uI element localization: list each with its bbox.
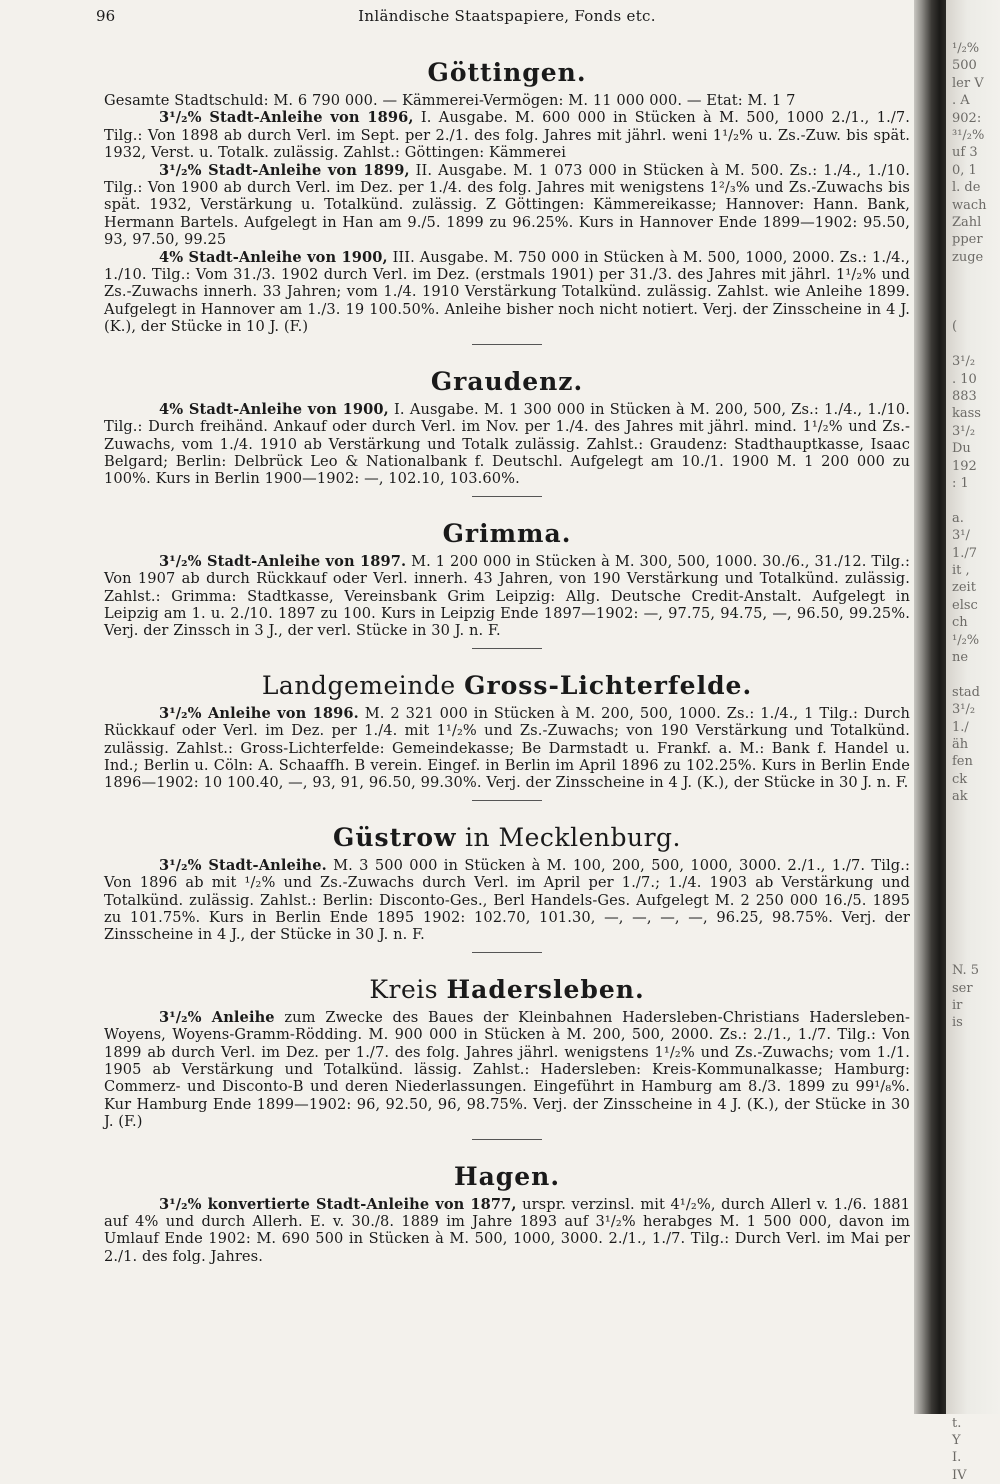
loan-details: zum Zwecke des Baues der Kleinbahnen Hadersleben-Christians Hadersleben-Woyens, Woyens-Gramm-Rödding. M. 900 000 in Stücken à M. 200, 500, 2000. Zs.: 2./1., 1./7. Tilg.: Von 1899 ab durch Verl. im Dez. per 1./7. des folg. Jahres jährl. wenigstens 1¹/₂% und Zs.-Zuwachs; vom 1./1. 1905 ab Verstärkung und Totalkünd. lässig. Zahlst.: Hadersleben: Kreis-Kommunalkasse; Hamburg: Commerz- und Disconto-B und deren Niederlassungen. Eingeführt in Hamburg am 8./3. 1899 zu 99¹/₈%. Kur Hamburg Ende 1899—1902: 96, 92.50, 96, 98.75%. Verj. der Zinsscheine in 4 J. (K.), der Stücke in 30 J. (F.) — [104, 1008, 910, 1131]
loan-title: 4% Stadt-Anleihe von 1900, — [159, 248, 388, 266]
facing-page-fragment: uf 3 — [952, 145, 978, 161]
facing-page-fragment: a. — [952, 510, 964, 526]
facing-page-fragment: l. de — [952, 180, 981, 196]
facing-page-fragment: IV — [952, 1467, 967, 1483]
summary-line: Gesamte Stadtschuld: M. 6 790 000. — Kämmerei-Vermögen: M. 11 000 000. — Etat: M. 1 7 — [104, 92, 796, 109]
facing-page-fragment: ch — [952, 615, 968, 631]
loan-title: 3¹/₂% Anleihe von 1896. — [159, 704, 359, 722]
loan-details: I. Ausgabe. M. 600 000 in Stücken à M. 500, 1000 2./1., 1./7. Tilg.: Von 1898 ab durch Verl. im Sept. per 2./1. des folg. Jahres mit jährl. weni 1¹/₂% u. Zs.-Zuw. bis spät. 1932, Verst. u. Totalk. zulässig. Zahlst.: Göttingen: Kämmerei — [104, 109, 910, 162]
facing-page-fragment: I. — [952, 1450, 962, 1466]
loan-entry — [104, 857, 910, 944]
facing-page-fragment: ck — [952, 771, 968, 787]
facing-page-fragment: ne — [952, 650, 969, 665]
facing-page-fragment: zuge — [952, 249, 984, 265]
section-heading — [104, 367, 910, 397]
facing-page-fragment: kass — [952, 406, 981, 422]
facing-page-fragment: ser — [952, 980, 973, 996]
section-heading — [104, 519, 910, 549]
facing-page-fragments — [952, 40, 1000, 1483]
section-heading — [104, 975, 910, 1005]
loan-details: M. 2 321 000 in Stücken à M. 200, 500, 1000. Zs.: 1./4., 1 Tilg.: Durch Rückkauf oder Verl. im Dez. per 1./4. mit 1¹/₂% und Zs.-Zuwachs; von 190 Verstärkung und Totalkünd. zulässig. Zahlst.: Gross-Lichterfelde: Gemeindekasse; Be Darmstadt u. Frankf. a. M.: Bank f. Handel u. Ind.; Berlin u. Cöln: A. Schaaffh. B verein. Eingef. in Berlin im April 1896 zu 102.25%. Kurs in Berlin Ende 1896—1902: 10 100.40, —, 93, 91, 96.50, 99.30%. Verj. der Zinsscheine in 4 J. (K.), der Stücke in 30 J. n. F. — [104, 704, 910, 792]
facing-page-fragment: 3¹/₂ — [952, 354, 976, 370]
facing-page-fragment: 192 — [952, 458, 977, 474]
facing-page-fragment: N. 5 — [952, 963, 980, 979]
facing-page-fragment: ler V — [952, 75, 984, 91]
book-gutter-shadow — [914, 0, 946, 1414]
facing-page-fragment: 0, 1 — [952, 162, 977, 178]
facing-page-fragment: Zahl — [952, 215, 982, 230]
facing-page-fragment: Y — [952, 1433, 961, 1448]
loan-title: 3¹/₂% Stadt-Anleihe. — [159, 856, 327, 874]
section-heading-suffix: in Mecklenburg. — [456, 822, 681, 852]
facing-page-fragment: fen — [952, 754, 973, 770]
section-divider — [472, 952, 542, 953]
section-city-name: Hagen. — [453, 1161, 561, 1191]
facing-page-fragment: . 10 — [952, 371, 977, 387]
facing-page-fragment: wach — [952, 197, 987, 213]
loan-entry — [104, 1196, 910, 1266]
section-city-name: Graudenz. — [430, 366, 584, 396]
facing-page-fragment: 883 — [952, 389, 977, 404]
facing-page-fragment: : 1 — [952, 476, 969, 491]
facing-page-fragment: . A — [952, 93, 970, 109]
section-divider — [472, 344, 542, 345]
page-header — [96, 7, 910, 34]
section-city-name: Hadersleben. — [446, 974, 645, 1004]
loan-entry — [104, 553, 910, 640]
loan-entry — [104, 401, 910, 488]
loan-title: 3¹/₂% Stadt-Anleihe von 1899, — [159, 161, 410, 179]
facing-page-fragment: stad — [952, 684, 980, 700]
facing-page-fragment: pper — [952, 232, 983, 248]
facing-page-fragment: ak — [952, 789, 968, 805]
loan-details: urspr. verzinsl. mit 4¹/₂%, durch Allerl v. 1./6. 1881 auf 4% und durch Allerh. E. v. 30./8. 1889 im Jahre 1893 auf 3¹/₂% herabges M. 1 500 000, davon im Umlauf Ende 1902: M. 690 500 in Stücken à M. 500, 1000, 3000. 2./1., 1./7. Tilg.: Durch Verl. im Mai per 2./1. des folg. Jahres. — [104, 1195, 910, 1265]
loan-title: 4% Stadt-Anleihe von 1900, — [159, 400, 389, 418]
loan-entry — [104, 249, 910, 336]
facing-page-fragment: it , — [952, 563, 970, 578]
loan-title: 3¹/₂% Anleihe — [159, 1008, 275, 1026]
section-heading-prefix: Landgemeinde — [261, 670, 465, 700]
loan-title: 3¹/₂% Stadt-Anleihe von 1897. — [159, 552, 407, 570]
section-divider — [472, 1139, 542, 1140]
main-column — [96, 7, 910, 1265]
loan-details: II. Ausgabe. M. 1 073 000 in Stücken à M. 500. Zs.: 1./4., 1./10. Tilg.: Von 1900 ab durch Verl. im Dez. per 1./4. des folg. Jahres mit wenigstens 1²/₃% und Zs.-Zuwachs bis spät. 1932, Verstärkung u. Totalkünd. zulässig. Z Göttingen: Kämmereikasse; Hannover: Hann. Bank, Hermann Bartels. Aufgelegt in Han am 9./5. 1899 zu 96.25%. Kurs in Hannover Ende 1899—1902: 95.50, 93, 97.50, 99.25 — [104, 161, 910, 249]
facing-page-fragment: ( — [952, 319, 958, 335]
loan-entry — [104, 162, 910, 249]
facing-page-fragment: elsc — [952, 597, 978, 613]
section-heading — [104, 823, 910, 853]
section-heading — [104, 1162, 910, 1192]
section-heading — [104, 671, 910, 701]
section-divider — [472, 800, 542, 801]
facing-page-fragment: ¹/₂% — [952, 632, 980, 648]
section-heading-prefix: Kreis — [369, 974, 447, 1004]
facing-page-fragment: 1./ — [952, 719, 969, 735]
facing-page-fragment: 3¹/₂ — [952, 702, 976, 718]
facing-page-fragment: ¹/₂% — [952, 41, 980, 56]
facing-page-fragment: zeit — [952, 580, 976, 596]
sections — [104, 58, 910, 1265]
loan-entry — [104, 1009, 910, 1131]
section-city-name: Göttingen. — [427, 58, 587, 87]
facing-page-fragment: t. — [952, 1415, 962, 1431]
section-city-name: Grimma. — [442, 518, 572, 548]
facing-page-fragment: 3¹/ — [952, 528, 970, 544]
facing-page-fragment: ir — [952, 998, 963, 1013]
section-city-name: Gross-Lichterfelde. — [464, 670, 753, 700]
facing-page-fragment: 902: — [952, 110, 982, 126]
section-city-name: Güstrow — [333, 822, 457, 852]
loan-entry — [104, 705, 910, 792]
running-title: Inländische Staatspapiere, Fonds etc. — [358, 7, 656, 25]
facing-page-fragment: 3¹/₂ — [952, 423, 976, 439]
loan-details: M. 1 200 000 in Stücken à M. 300, 500, 1000. 30./6., 31./12. Tilg.: Von 1907 ab durch Rückkauf oder Verl. innerh. 43 Jahren, von 190 Verstärkung und Totalkünd. zulässig. Zahlst.: Grimma: Stadtkasse, Vereinsbank Grim Leipzig: Allg. Deutsche Credit-Anstalt. Aufgelegt in Leipzig am 1. u. 2./10. 1897 zu 100. Kurs in Leipzig Ende 1897—1902: —, 97.75, 94.75, —, 96.50, 99.25%. Verj. der Zinssch in 3 J., der verl. Stücke in 30 J. n. F. — [104, 552, 910, 640]
facing-page-fragment: 1./7 — [952, 545, 978, 561]
facing-page-fragment: ³¹/₂% — [952, 128, 985, 143]
section-divider — [472, 496, 542, 497]
loan-details: III. Ausgabe. M. 750 000 in Stücken à M. 500, 1000, 2000. Zs.: 1./4., 1./10. Tilg.: Vom 31./3. 1902 durch Verl. im Dez. (erstmals 1901) per 31./3. des Jahres mit jährl. 1¹/₂% und Zs.-Zuwachs innerh. 33 Jahren; vom 1./4. 1910 Verstärkung Totalkünd. zulässig. Zahlst. wie Anleihe 1899. Aufgelegt in Hannover am 1./3. 19 100.50%. Anleihe bisher noch nicht notiert. Verj. der Zinsscheine in 4 J. (K.), der Stücke in 10 J. (F.) — [104, 248, 910, 336]
loan-entry — [104, 109, 910, 161]
loan-title: 3¹/₂% Stadt-Anleihe von 1896, — [159, 109, 414, 127]
loan-details: I. Ausgabe. M. 1 300 000 in Stücken à M. 200, 500, Zs.: 1./4., 1./10. Tilg.: Durch freihänd. Ankauf oder durch Verl. im Nov. per 1./4. des Jahres mit jährl. mind. 1¹/₂% und Zs.-Zuwachs, vom 1./4. 1910 ab Verstärkung und Totalk zulässig. Zahlst.: Graudenz: Stadthauptkasse, Isaac Belgard; Berlin: Delbrück Leo & Nationalbank f. Deutschl. Aufgelegt am 10./1. 1900 M. 1 200 000 zu 100%. Kurs in Berlin 1900—1902: —, 102.10, 103.60%. — [104, 400, 910, 488]
facing-page-fragment: Du — [952, 441, 971, 457]
facing-page-fragment: 500 — [952, 58, 977, 74]
page-number: 96 — [96, 7, 116, 25]
section-divider — [472, 648, 542, 649]
loan-details: M. 3 500 000 in Stücken à M. 100, 200, 500, 1000, 3000. 2./1., 1./7. Tilg.: Von 1896 ab mit ¹/₂% und Zs.-Zuwachs durch Verl. im April per 1./7.; 1./4. 1903 ab Verstärkung und Totalkünd. zulässig. Zahlst.: Berlin: Disconto-Ges., Berl Handels-Ges. Aufgelegt M. 2 250 000 16./5. 1895 zu 101.75%. Kurs in Berlin Ende 1895 1902: 102.70, 101.30, —, —, —, —, 96.25, 98.75%. Verj. der Zinsscheine in 4 J., der Stücke in 30 J. n. F. — [104, 856, 910, 944]
facing-page-fragment: is — [952, 1015, 963, 1031]
section-heading — [104, 58, 910, 88]
loan-title: 3¹/₂% konvertierte Stadt-Anleihe von 1877, — [159, 1195, 517, 1213]
facing-page-fragment: äh — [952, 737, 969, 752]
